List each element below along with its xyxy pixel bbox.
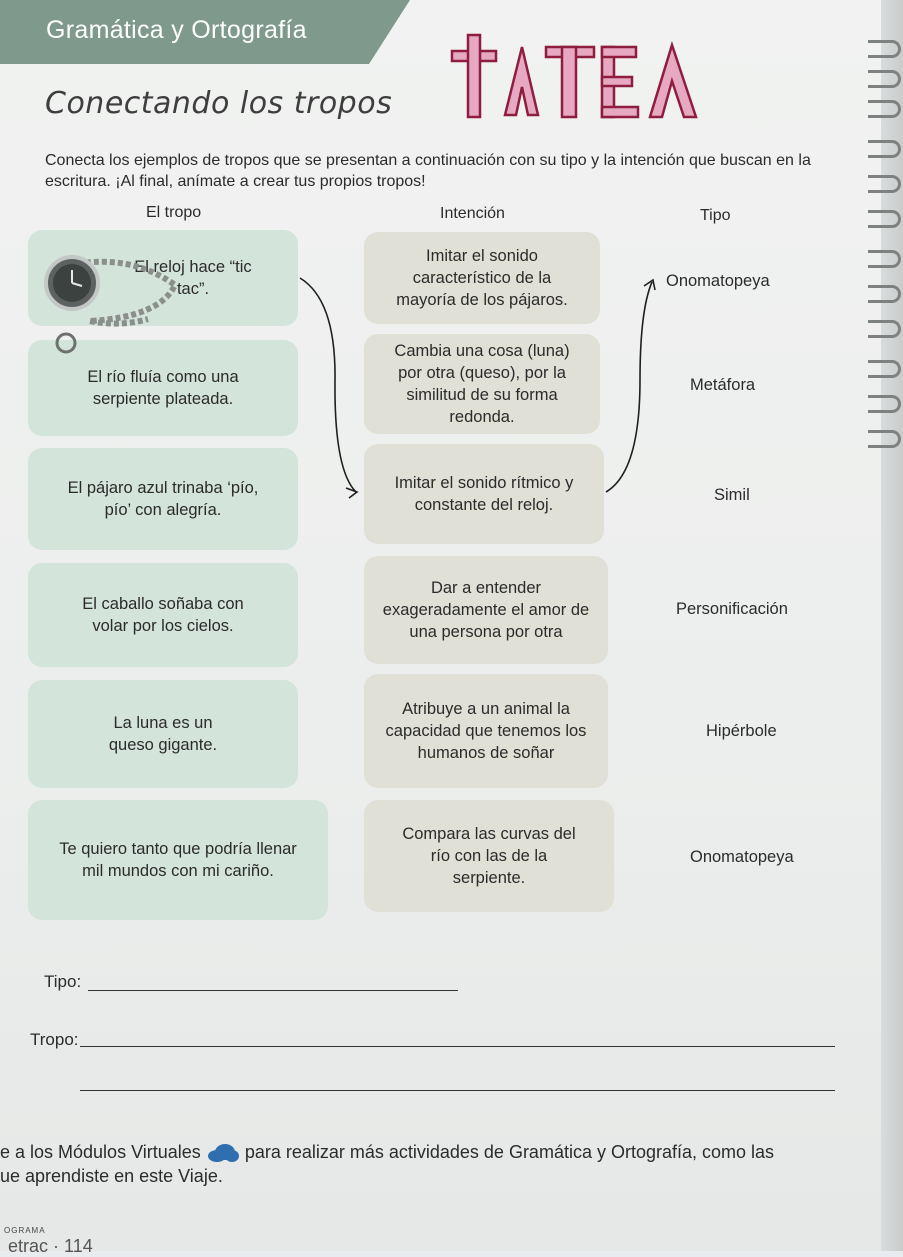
- tipo-field-label: Tipo:: [44, 972, 82, 991]
- footer-text-start: e a los Módulos Virtuales: [0, 1142, 201, 1162]
- arrow-intencion3-to-tipo1: [606, 282, 652, 492]
- binding-ring: [868, 360, 901, 378]
- intencion-text: Dar a entender exageradamente el amor de una persona por otra: [382, 579, 590, 641]
- binding-ring: [868, 70, 901, 88]
- intencion-card-1[interactable]: [364, 232, 600, 324]
- binding-ring: [868, 395, 901, 413]
- tropo-field-label: Tropo:: [30, 1030, 79, 1049]
- intencion-card-3[interactable]: [364, 444, 604, 544]
- binding-ring: [868, 250, 901, 268]
- binding-ring: [868, 175, 901, 193]
- footer-text-end: para realizar más actividades de Gramática y Ortografía, como las: [244, 1142, 775, 1162]
- column-header-intencion: Intención: [440, 205, 505, 222]
- program-brand: OGRAMA: [4, 1226, 46, 1235]
- tropo-card-6[interactable]: [28, 800, 328, 920]
- tipo-label-6[interactable]: Onomatopeya: [690, 848, 794, 866]
- instructions-text: Conecta los ejemplos de tropos que se presentan a continuación con su tipo y la intención que buscan en la escritura. ¡Al final, anímate a crear tus propios tropos!: [45, 152, 811, 190]
- binding-ring: [868, 210, 901, 228]
- arrowhead-1: [346, 488, 357, 498]
- binding-ring: [868, 320, 901, 338]
- intencion-card-4[interactable]: [364, 556, 608, 664]
- arrowhead-2: [644, 280, 655, 290]
- cloud-icon: [206, 1143, 240, 1163]
- footer-note: [0, 1140, 880, 1188]
- tropo-text: El caballo soñaba con volar por los cielos.: [82, 595, 244, 635]
- binding-ring: [868, 40, 901, 58]
- tropo-text: El río fluía como una serpiente plateada.: [87, 368, 239, 408]
- binding-ring: [868, 100, 901, 118]
- tropo-text: La luna es un queso gigante.: [108, 714, 218, 754]
- arrow-tropo1-to-intencion3: [300, 278, 356, 492]
- page-number: etrac · 114: [8, 1236, 93, 1256]
- intencion-text: Imitar el sonido rítmico y constante del reloj.: [394, 474, 574, 514]
- tipo-label-2[interactable]: Metáfora: [690, 376, 756, 394]
- pocket-watch-icon: [30, 255, 180, 355]
- tropo-answer-line-2[interactable]: [80, 1090, 835, 1091]
- banner-title: Gramática y Ortografía: [46, 16, 307, 44]
- tropo-card-4[interactable]: [28, 563, 298, 667]
- binding-ring: [868, 285, 901, 303]
- tropo-text: El pájaro azul trinaba ‘pío, pío’ con alegría.: [67, 479, 259, 519]
- binding-ring: [868, 430, 901, 448]
- page-title: Conectando los tropos: [45, 86, 393, 121]
- tipo-label-1[interactable]: Onomatopeya: [666, 272, 770, 290]
- intencion-card-5[interactable]: [364, 674, 608, 788]
- tropo-card-5[interactable]: [28, 680, 298, 788]
- column-header-tropo: El tropo: [146, 204, 202, 221]
- column-header-tipo: Tipo: [700, 207, 731, 224]
- tropo-answer-line-1[interactable]: [80, 1046, 835, 1047]
- intencion-card-6[interactable]: [364, 800, 614, 912]
- spiral-binding: [881, 0, 903, 1251]
- tipo-answer-line[interactable]: [88, 990, 458, 991]
- intencion-card-2[interactable]: [364, 334, 600, 434]
- intencion-text: Compara las curvas del río con las de la serpiente.: [402, 825, 576, 887]
- footer-text-line2: ue aprendiste en este Viaje.: [0, 1166, 223, 1186]
- tropo-card-3[interactable]: [28, 448, 298, 550]
- tropo-text: Te quiero tanto que podría llenar mil mundos con mi cariño.: [59, 840, 297, 880]
- intencion-text: Atribuye a un animal la capacidad que tenemos los humanos de soñar: [385, 700, 587, 762]
- binding-ring: [868, 140, 901, 158]
- tropo-text: El reloj hace “tic tac”.: [134, 258, 252, 298]
- tipo-label-4[interactable]: Personificación: [676, 600, 788, 618]
- tipo-label-5[interactable]: Hipérbole: [706, 722, 777, 740]
- intencion-text: Imitar el sonido característico de la mayoría de los pájaros.: [396, 247, 568, 309]
- tatea-logo: [450, 33, 730, 123]
- intencion-text: Cambia una cosa (luna) por otra (queso), por la similitud de su forma redonda.: [394, 342, 570, 426]
- tipo-label-3[interactable]: Simil: [714, 486, 750, 504]
